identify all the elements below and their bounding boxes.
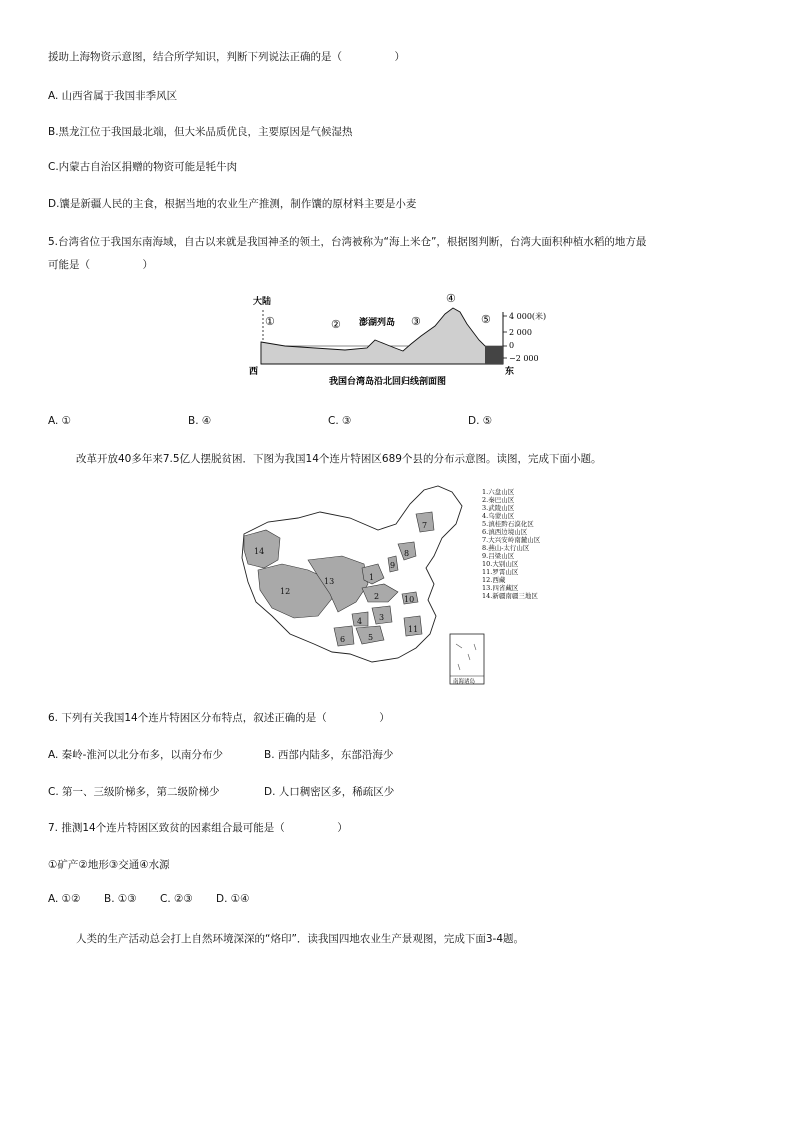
taiwan-profile-figure <box>245 288 555 390</box>
profile-marker-1: ① <box>265 315 275 328</box>
profile-marker-3: ③ <box>411 315 421 328</box>
q7-factors: ①矿产②地形③交通④水源 <box>48 859 170 871</box>
q7-option-a: A. ①② <box>48 893 81 905</box>
map-region-11: 11 <box>408 625 419 634</box>
q5-option-a: A. ① <box>48 415 72 427</box>
map-legend-5: 5.滇桂黔石漠化区 <box>482 520 534 528</box>
poverty-area-map <box>238 484 568 690</box>
map-legend-4: 4.乌蒙山区 <box>482 512 515 520</box>
q5-stem-line1: 5.台湾省位于我国东南海域，自古以来就是我国神圣的领土，台湾被称为“海上米仓”，根据图判断，台湾大面积种植水稻的地方最 <box>48 236 647 248</box>
intro-poverty: 改革开放40多年来7.5亿人摆脱贫困．下图为我国14个连片特困区689个县的分布示意图。读图，完成下面小题。 <box>76 453 602 465</box>
map-region-8: 8 <box>404 549 410 558</box>
q4-option-b: B.黑龙江位于我国最北端，但大米品质优良，主要原因是气候湿热 <box>48 126 353 138</box>
map-legend-14: 14.新疆南疆三地区 <box>482 592 538 600</box>
q4-option-d: D.馕是新疆人民的主食，根据当地的农业生产推测，制作馕的原材料主要是小麦 <box>48 198 417 210</box>
map-legend-6: 6.滇西边境山区 <box>482 528 528 536</box>
profile-marker-5: ⑤ <box>481 313 491 326</box>
map-region-9: 9 <box>390 561 396 570</box>
q5-option-c: C. ③ <box>328 415 352 427</box>
profile-islands-label: 澎湖列岛 <box>359 318 396 328</box>
profile-tick-4000: 4 000(米) <box>509 312 547 321</box>
map-region-14: 14 <box>254 547 265 556</box>
map-legend-7: 7.大兴安岭南麓山区 <box>482 536 541 544</box>
map-region-10: 10 <box>404 595 415 604</box>
map-region-3: 3 <box>379 613 385 622</box>
q6-option-c: C. 第一、三级阶梯多，第二级阶梯少 <box>48 786 220 798</box>
q5-option-d: D. ⑤ <box>468 415 493 427</box>
map-legend-1: 1.六盘山区 <box>482 488 515 496</box>
q7-stem: 7. 推测14个连片特困区致贫的因素组合最可能是（ ） <box>48 822 348 834</box>
intro-landscape: 人类的生产活动总会打上自然环境深深的“烙印”．读我国四地农业生产景观图，完成下面3-4题。 <box>76 933 525 945</box>
q5-stem-line2: 可能是（ ） <box>48 259 153 271</box>
profile-east-label: 东 <box>505 367 515 377</box>
q6-option-d: D. 人口稠密区多，稀疏区少 <box>264 786 395 798</box>
q5-option-b: B. ④ <box>188 415 212 427</box>
map-legend-8: 8.燕山-太行山区 <box>482 544 530 552</box>
profile-marker-2: ② <box>331 318 341 331</box>
q7-option-c: C. ②③ <box>160 893 193 905</box>
map-legend-9: 9.吕梁山区 <box>482 552 515 560</box>
map-region-4: 4 <box>357 617 363 626</box>
q6-option-b: B. 西部内陆多，东部沿海少 <box>264 749 394 761</box>
profile-tick-neg2000: −2 000 <box>509 354 539 363</box>
map-region-7: 7 <box>422 521 428 530</box>
profile-tick-2000: 2 000 <box>509 328 532 337</box>
map-legend-13: 13.四省藏区 <box>482 584 519 592</box>
map-region-5: 5 <box>368 633 374 642</box>
profile-west-label: 西 <box>249 367 259 377</box>
map-inset-label: 南海诸岛 <box>453 679 476 685</box>
map-legend-11: 11.罗霄山区 <box>482 568 519 576</box>
profile-caption: 我国台湾岛沿北回归线剖面图 <box>329 377 447 387</box>
q7-option-b: B. ①③ <box>104 893 137 905</box>
q4-stem: 援助上海物资示意图，结合所学知识，判断下列说法正确的是（ ） <box>48 51 405 63</box>
q4-option-a: A. 山西省属于我国非季风区 <box>48 90 178 102</box>
map-legend-10: 10.大别山区 <box>482 560 519 568</box>
profile-marker-4: ④ <box>446 292 456 305</box>
map-legend-2: 2.秦巴山区 <box>482 496 515 504</box>
map-region-6: 6 <box>340 635 346 644</box>
map-legend-3: 3.武陵山区 <box>482 504 515 512</box>
profile-tick-0: 0 <box>509 341 515 350</box>
map-region-2: 2 <box>374 592 380 601</box>
profile-mainland-label: 大陆 <box>253 297 272 307</box>
map-legend-12: 12.西藏 <box>482 576 506 584</box>
q6-option-a: A. 秦岭-淮河以北分布多，以南分布少 <box>48 749 223 761</box>
map-region-13: 13 <box>324 577 335 586</box>
map-region-1: 1 <box>369 573 375 582</box>
q6-stem: 6. 下列有关我国14个连片特困区分布特点，叙述正确的是（ ） <box>48 712 390 724</box>
q4-option-c: C.内蒙古自治区捐赠的物资可能是牦牛肉 <box>48 161 238 173</box>
q7-option-d: D. ①④ <box>216 893 250 905</box>
map-region-12: 12 <box>280 587 291 596</box>
